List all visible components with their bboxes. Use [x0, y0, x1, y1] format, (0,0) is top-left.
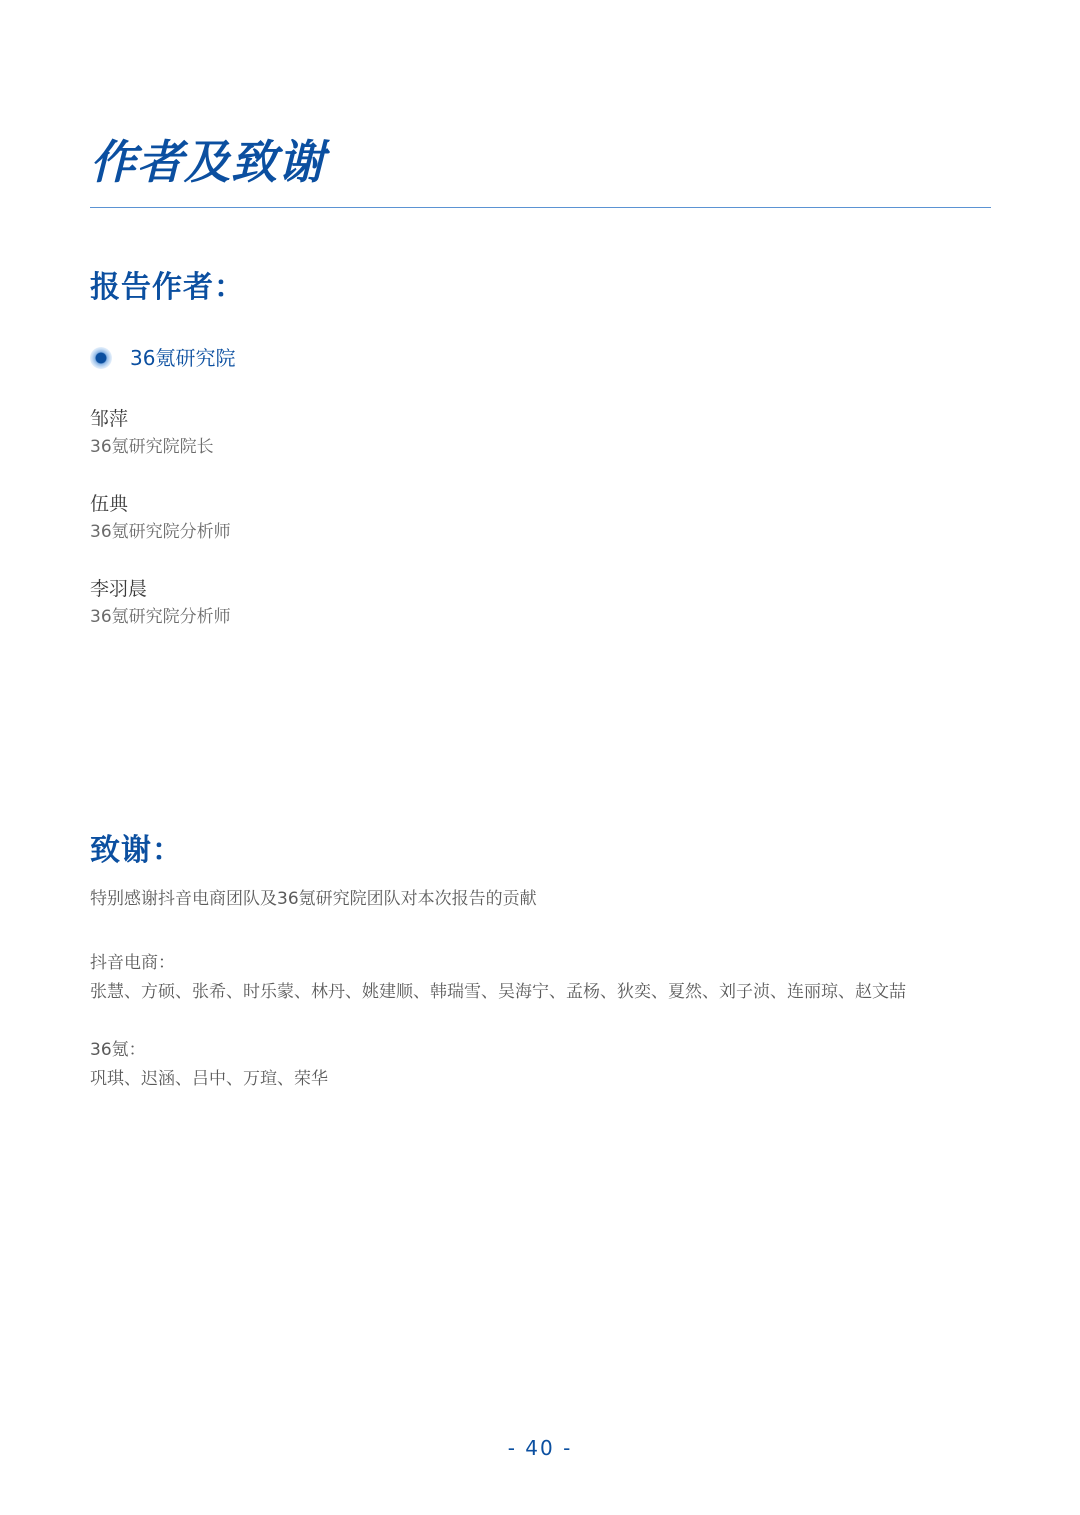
author-name: 伍典 [90, 493, 129, 515]
author-entry [90, 575, 231, 631]
organization-line [90, 343, 235, 373]
thanks-group-names: 张慧、方硕、张希、时乐蒙、林丹、姚建顺、韩瑞雪、吴海宁、孟杨、狄奕、夏然、刘子浈、连丽琼、赵文喆 [90, 982, 906, 1002]
authors-heading: 报告作者： [90, 270, 245, 305]
author-entry [90, 490, 231, 546]
title-divider [90, 207, 991, 208]
acknowledgements-text: 特别感谢抖音电商团队及36氪研究院团队对本次报告的贡献 [90, 889, 537, 909]
author-role: 36氪研究院分析师 [90, 607, 231, 627]
circle-bullet-icon [90, 347, 112, 369]
author-role: 36氪研究院院长 [90, 437, 214, 457]
author-name: 邹萍 [90, 408, 129, 430]
author-role: 36氪研究院分析师 [90, 522, 231, 542]
organization-name: 36氪研究院 [130, 346, 236, 370]
thanks-group-label: 抖音电商： [90, 953, 175, 973]
acknowledgements-heading: 致谢： [90, 833, 183, 868]
thanks-group-names: 巩琪、迟涵、吕中、万瑄、荣华 [90, 1069, 328, 1089]
page-title: 作者及致谢 [90, 135, 325, 189]
page-number: - 40 - [507, 1436, 573, 1460]
author-entry [90, 405, 214, 461]
thanks-group-label: 36氪： [90, 1040, 146, 1060]
author-name: 李羽晨 [90, 578, 148, 600]
